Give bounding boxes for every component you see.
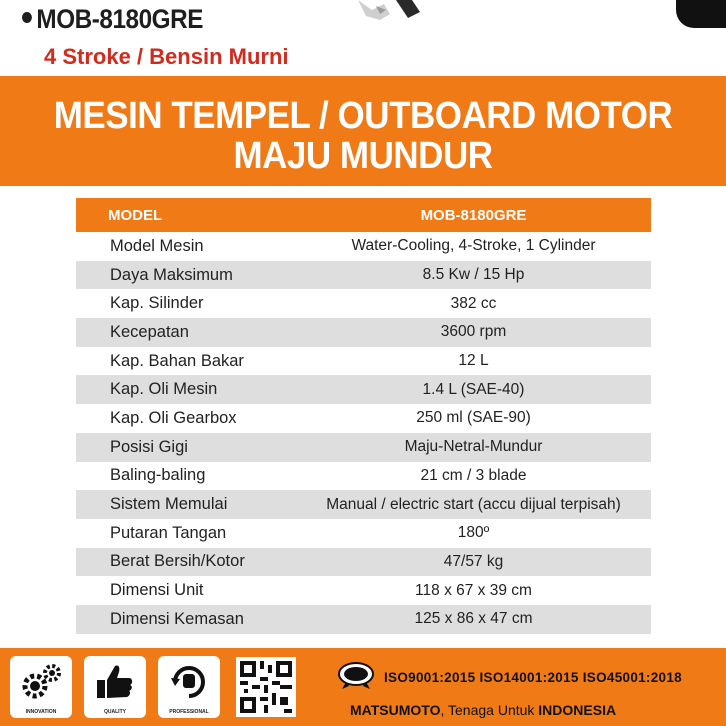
banner-title-line1: MESIN TEMPEL / OUTBOARD MOTOR [53, 95, 673, 137]
rotate-fist-icon [167, 662, 211, 702]
table-row [76, 576, 651, 605]
iso-certifications: ISO9001:2015 ISO14001:2015 ISO45001:2018 [384, 670, 682, 685]
table-row [76, 261, 651, 290]
seal-icon [336, 660, 376, 690]
table-row [76, 548, 651, 577]
spec-label: Putaran Tangan [110, 523, 227, 542]
spec-value: 118 x 67 x 39 cm [415, 581, 532, 599]
qr-code[interactable] [236, 657, 296, 717]
table-row [76, 232, 651, 261]
model-code-title [22, 4, 203, 35]
professional-caption: PROFESSIONAL [169, 709, 209, 715]
spec-label: Sistem Memulai [110, 495, 228, 514]
quality-caption: QUALITY [104, 709, 126, 715]
professional-badge [158, 656, 220, 718]
brand-tagline [350, 702, 616, 718]
spec-label: Dimensi Unit [110, 581, 204, 600]
spec-value: Manual / electric start (accu dijual terpisah) [326, 495, 621, 513]
spec-label: Kap. Oli Gearbox [110, 408, 237, 427]
gears-icon [19, 662, 63, 702]
table-row [76, 490, 651, 519]
product-photo-fragment [350, 0, 430, 22]
table-row [76, 519, 651, 548]
spec-value: Maju-Netral-Mundur [404, 438, 543, 456]
quality-badge [84, 656, 146, 718]
spec-label: Daya Maksimum [110, 265, 233, 284]
spec-label: Posisi Gigi [110, 437, 188, 456]
table-row [76, 462, 651, 491]
thumbs-up-icon [93, 662, 137, 702]
spec-label: Kap. Bahan Bakar [110, 351, 244, 370]
qr-code-icon [240, 661, 292, 713]
spec-value: 8.5 Kw / 15 Hp [422, 266, 525, 284]
spec-label: Dimensi Kemasan [110, 609, 244, 628]
spec-table [76, 198, 651, 634]
table-row [76, 433, 651, 462]
spec-value: Water-Cooling, 4-Stroke, 1 Cylinder [351, 237, 596, 255]
spec-value: 1.4 L (SAE-40) [422, 380, 525, 398]
footer-bar [0, 648, 726, 726]
spec-table-body [76, 232, 651, 634]
banner-title-line2: MAJU MUNDUR [233, 135, 493, 177]
innovation-caption: INNOVATION [25, 709, 57, 715]
innovation-badge [10, 656, 72, 718]
table-row [76, 404, 651, 433]
spec-value: 21 cm / 3 blade [420, 466, 527, 484]
top-header [0, 0, 726, 76]
header-model-label: MODEL [108, 206, 163, 224]
country-name: INDONESIA [538, 702, 617, 718]
header-model-value: MOB-8180GRE [420, 206, 527, 224]
model-code-text: MOB-8180GRE [36, 4, 203, 34]
title-banner [0, 76, 726, 186]
spec-label: Baling-baling [110, 466, 206, 485]
tagline-text: , Tenaga Untuk [440, 702, 539, 718]
spec-label: Kap. Oli Mesin [110, 380, 218, 399]
spec-value: 12 L [458, 352, 489, 370]
spec-table-header [76, 198, 651, 232]
spec-value: 47/57 kg [443, 552, 504, 570]
spec-value: 180º [457, 524, 490, 542]
spec-value: 382 cc [450, 294, 497, 312]
corner-decoration [676, 0, 726, 28]
spec-label: Model Mesin [110, 236, 204, 255]
table-row [76, 347, 651, 376]
table-row [76, 605, 651, 634]
table-row [76, 375, 651, 404]
spec-label: Kecepatan [110, 322, 189, 341]
table-row [76, 289, 651, 318]
bullet-icon [22, 12, 32, 23]
brand-name: MATSUMOTO [350, 702, 441, 718]
spec-value: 125 x 86 x 47 cm [414, 610, 533, 628]
table-row [76, 318, 651, 347]
spec-label: Kap. Silinder [110, 294, 204, 313]
spec-label: Berat Bersih/Kotor [110, 552, 245, 571]
engine-subtitle: 4 Stroke / Bensin Murni [44, 44, 289, 69]
spec-value: 3600 rpm [440, 323, 507, 341]
spec-value: 250 ml (SAE-90) [416, 409, 531, 427]
